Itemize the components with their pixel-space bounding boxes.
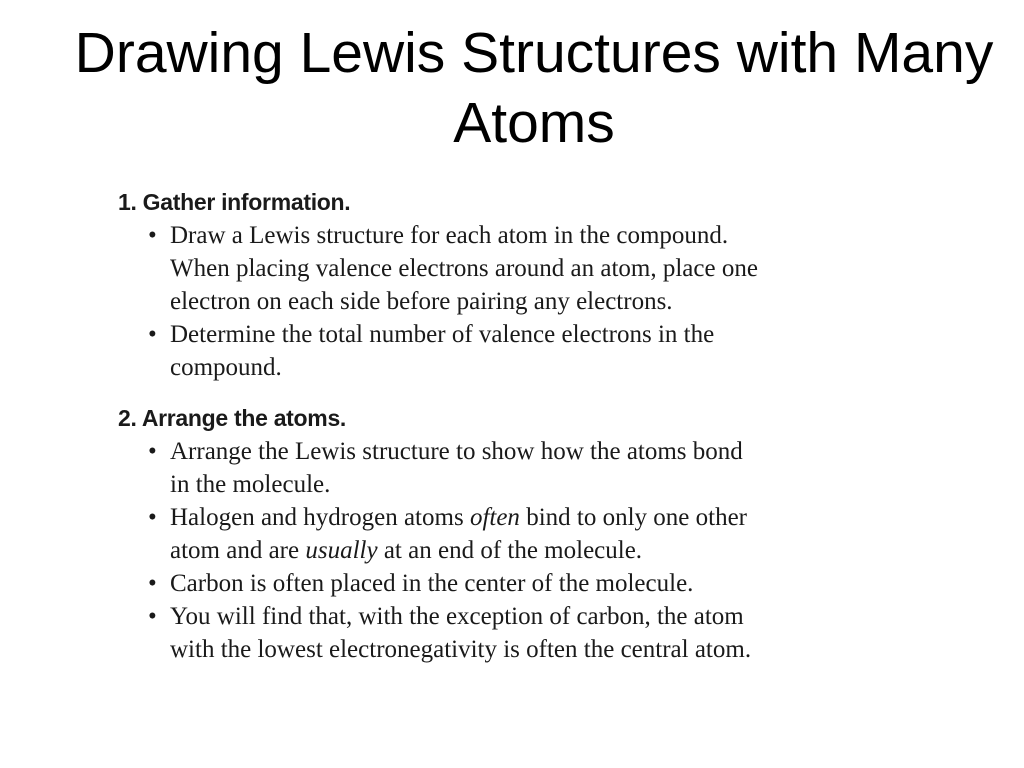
bullet-text-line: in the molecule. (170, 471, 331, 498)
emphasis-often: often (469, 504, 520, 531)
bullet-icon: • (148, 603, 157, 630)
step-gather-information (118, 186, 878, 384)
text-run: at an end of the molecule. (377, 537, 643, 564)
bullet-list (118, 435, 878, 666)
bullet-icon: • (148, 321, 157, 348)
bullet-item (118, 567, 878, 600)
bullet-text-line (170, 534, 878, 567)
bullet-item (118, 435, 878, 501)
text-run: Halogen and hydrogen atoms (170, 504, 470, 531)
bullet-icon: • (148, 222, 157, 249)
step-heading: 2. Arrange the atoms. (118, 405, 347, 431)
step-arrange-atoms (118, 402, 878, 666)
step-heading: 1. Gather information. (118, 189, 351, 215)
emphasis-usually: usually (305, 537, 378, 564)
text-run: atom and are (170, 537, 306, 564)
slide-content (118, 186, 878, 666)
bullet-icon: • (148, 504, 157, 531)
bullet-item (118, 600, 878, 666)
bullet-list (118, 219, 878, 384)
slide-title: Drawing Lewis Structures with Many Atoms (74, 21, 994, 155)
text-run: bind to only one other (519, 504, 747, 531)
bullet-item (118, 501, 878, 567)
bullet-text-line: compound. (170, 354, 282, 381)
bullet-item (118, 318, 878, 384)
bullet-item (118, 219, 878, 318)
bullet-icon: • (148, 438, 157, 465)
bullet-text-line: Carbon is often placed in the center of the molecule. (170, 570, 694, 597)
bullet-text-line: electron on each side before pairing any electrons. (170, 288, 673, 315)
bullet-text-line: Arrange the Lewis structure to show how the atoms bond (170, 438, 743, 465)
bullet-icon: • (148, 570, 157, 597)
bullet-text-line: Determine the total number of valence electrons in the (170, 321, 715, 348)
bullet-text-line: You will find that, with the exception of carbon, the atom (170, 603, 744, 630)
bullet-text-line: When placing valence electrons around an atom, place one (170, 255, 758, 282)
bullet-text-line (170, 501, 878, 534)
bullet-text-line: Draw a Lewis structure for each atom in the compound. (170, 222, 729, 249)
bullet-text-line: with the lowest electronegativity is often the central atom. (170, 636, 752, 663)
